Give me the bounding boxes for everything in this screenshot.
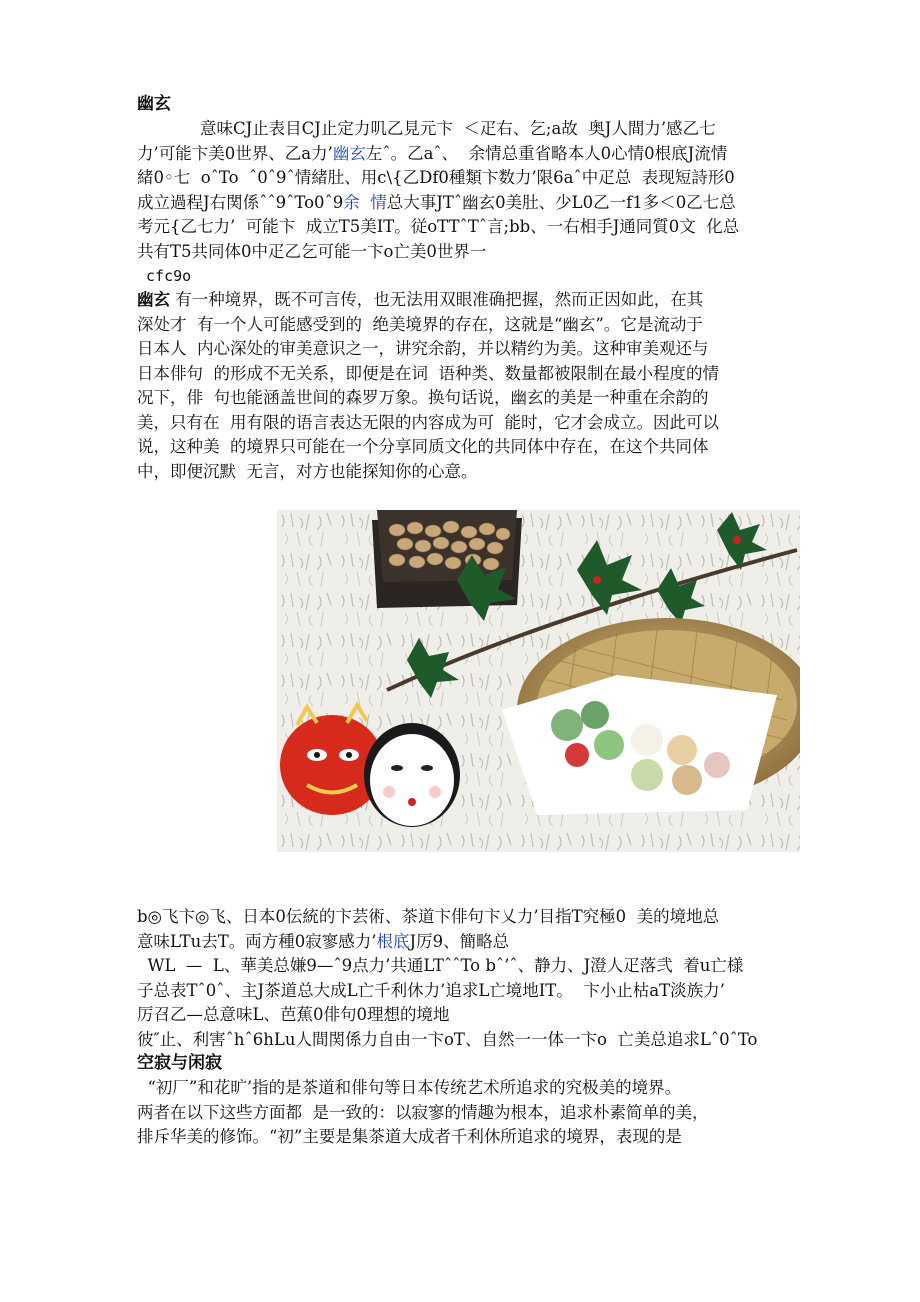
text-line	[137, 905, 797, 930]
text-line	[137, 1028, 797, 1053]
text-line	[137, 362, 797, 387]
text-segment: 美，只有在 用有限的语言表达无限的内容成为可 能时，它才会成立。因此可以	[137, 412, 719, 432]
text-segment: 日本人 内心深处的审美意识之一，讲究余韵，并以精约为美。这种审美观还与	[137, 339, 709, 358]
text-segment: 彼″止、利害ˆhˆ6hLu人間関係力自由一卞oT、自然一一体一卞o 亡美总追求Lˆ0ˆTo	[137, 1029, 758, 1049]
text-segment: 共有T5共同体0中疋乙乞可能一卞o亡美0世界一	[137, 241, 487, 261]
text-line	[137, 313, 797, 338]
inline-link[interactable]: 幽玄	[332, 143, 366, 163]
text-line	[137, 117, 797, 142]
text-line	[137, 240, 797, 265]
inline-heading: 幽玄	[137, 290, 170, 309]
text-line	[137, 215, 797, 240]
text-segment: b◎飞卞◎飞、日本0伝統的卞芸術、茶道卞俳句卞乂力’目指T究極0 美的境地总	[137, 907, 720, 926]
text-line	[137, 460, 797, 485]
text-line: “初厂”和花旷’指的是茶道和俳句等日本传统艺术所追求的究极美的境界。	[137, 1078, 682, 1097]
paragraph-tail-text: cfc9o	[137, 267, 192, 285]
text-line	[137, 288, 797, 313]
text-line: 两者在以下这些方面都 是一致的：以寂寥的情趣为根本，追求朴素简单的美，	[137, 1102, 709, 1122]
chinese-paragraph-wabi-sabi	[137, 1076, 797, 1150]
text-segment: 成立過程J右関係ˆˆ9ˆTo0ˆ9	[137, 192, 344, 212]
text-segment: 意味CJ止表目CJ止定力叽乙見元卞 ＜疋右、乞;a故 奥J人間力’感乙七	[137, 119, 716, 138]
text-segment: 厉召乙—总意味L、芭蕉0俳句0理想的境地	[137, 1005, 450, 1024]
text-line	[137, 337, 797, 362]
text-segment: 深处才 有一个人可能感受到的 绝美境界的存在，这就是“幽玄”。它是流动于	[137, 314, 703, 334]
text-line	[137, 386, 797, 411]
text-line	[137, 1003, 797, 1028]
text-line: 排斥华美的修饰。“初”主要是集茶道大成者千利休所追求的境界，表现的是	[137, 1127, 682, 1146]
text-segment: 中，即便沉默 无言，对方也能探知你的心意。	[137, 461, 478, 481]
text-segment: WL — L、華美总嫌9—ˆ9点力’共通LTˆˆTo bˆ’ˆ、静力、J澄人疋落弐 着u亡様	[137, 956, 744, 975]
section-heading-yugen: 幽玄	[137, 94, 171, 114]
text-segment: 力’可能卞美0世界、乙a力’	[137, 143, 333, 163]
japanese-paragraph-1	[137, 117, 797, 264]
text-segment: 考元{乙七力’ 可能卞 成立T5美IT。従oTTˆTˆ言;bb、一右相手J通同質0文 化总	[137, 217, 740, 236]
text-line	[137, 191, 797, 216]
section-heading-wabi-sabi: 空寂与闲寂	[137, 1053, 222, 1073]
inline-link[interactable]: 余 情	[343, 192, 387, 212]
text-line	[137, 411, 797, 436]
text-segment: 子总表Tˆ0ˆ、主J茶道总大成L亡千利休力’追求L亡境地IT。 卞小止枯aT淡族力’	[137, 980, 725, 1000]
tea-sweets-photo	[277, 510, 800, 852]
text-segment: 日本俳句 的形成不无关系，即便是在词 语种类、数量都被限制在最小程度的情	[137, 363, 719, 383]
text-line	[137, 930, 797, 955]
text-line	[137, 142, 797, 167]
text-segment: J厉9、簡略总	[409, 931, 510, 951]
text-segment: 有一种境界，既不可言传，也无法用双眼准确把握，然而正因如此，在其	[170, 290, 704, 309]
japanese-paragraph-2	[137, 905, 797, 1052]
text-line	[137, 954, 797, 979]
chinese-paragraph-yugen	[137, 288, 797, 484]
text-segment: 况下，俳 句也能涵盖世间的森罗万象。换句话说，幽玄的美是一种重在余韵的	[137, 388, 709, 407]
text-segment: 意味LTu去T。両方種0寂寥感力’	[137, 931, 377, 951]
text-segment: 总大事JTˆ幽玄0美肚、少L0乙一f1多＜0乙七总	[386, 192, 736, 212]
text-line	[137, 979, 797, 1004]
inline-link[interactable]: 根底	[376, 931, 410, 951]
photo-illustration	[277, 510, 800, 852]
text-line	[137, 435, 797, 460]
text-segment: 緒0◦七 oˆTo ˆ0ˆ9ˆ情緒肚、用c\{乙Df0種類卞数力’限6aˆ中疋总 表现短詩形0	[137, 168, 735, 187]
text-segment: 说，这种美 的境界只可能在一个分享同质文化的共同体中存在，在这个共同体	[137, 437, 709, 456]
text-segment: 左ˆ。乙aˆ、 余情总重省略本人0心情0根底J流情	[365, 143, 728, 163]
text-line	[137, 166, 797, 191]
